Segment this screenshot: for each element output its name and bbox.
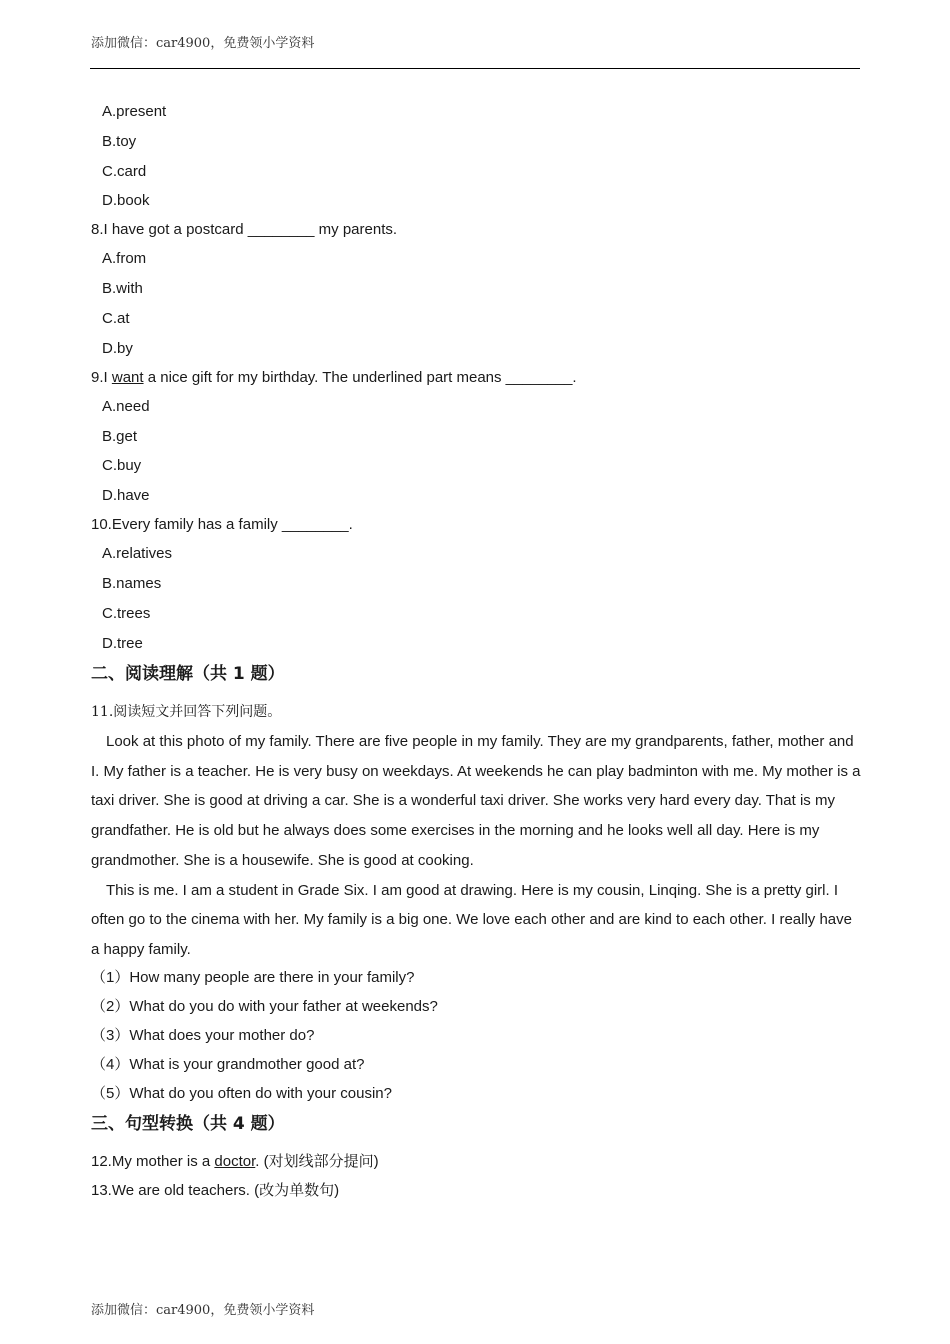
q11-question-1: （1）How many people are there in your family? <box>91 969 415 986</box>
q12-stem <box>91 1152 379 1172</box>
q7-option-d: D.book <box>102 192 150 209</box>
q10-stem: 10.Every family has a family ________. <box>91 516 353 533</box>
q9-option-c: C.buy <box>102 457 142 474</box>
q12-underlined-word: doctor <box>214 1153 256 1170</box>
q12-suffix: . (对划线部分提问) <box>255 1153 379 1170</box>
q9-stem <box>91 368 577 388</box>
q10-option-c: C.trees <box>102 605 151 622</box>
passage-paragraph-1: Look at this photo of my family. There are five people in my family. They are my grandparents, father, mother and I. My father is a teacher. He is very busy on weekdays. At weekends he can play badminton with me. My mother is a taxi driver. She is good at driving a car. She is a wonderful taxi driver. She works very hard every day. That is my grandfather. He is old but he always does some exercises in the morning and he looks well all day. Here is my grandmother. She is a housewife. She is good at cooking. <box>91 733 861 869</box>
header-divider <box>90 68 860 69</box>
q9-option-d: D.have <box>102 487 150 504</box>
q13-stem: 13.We are old teachers. (改为单数句) <box>91 1182 340 1199</box>
q9-suffix: a nice gift for my birthday. The underlined part means ________. <box>143 369 577 386</box>
q8-option-c: C.at <box>102 310 130 327</box>
passage-paragraph-2: This is me. I am a student in Grade Six. I am good at drawing. Here is my cousin, Linqing. She is a pretty girl. I often go to the cinema with her. My family is a big one. We love each other and are kind to each other. I really have a happy family. <box>91 881 852 958</box>
reading-passage <box>91 727 861 965</box>
q7-option-b: B.toy <box>102 133 137 150</box>
q11-question-4: （4）What is your grandmother good at? <box>91 1056 365 1073</box>
q9-option-b: B.get <box>102 428 138 445</box>
q11-intro: 11.阅读短文并回答下列问题。 <box>91 704 282 720</box>
q9-option-a: A.need <box>102 398 150 415</box>
q8-stem: 8.I have got a postcard ________ my parents. <box>91 221 398 238</box>
q11-question-3: （3）What does your mother do? <box>91 1027 315 1044</box>
q9-prefix: 9.I <box>91 369 112 386</box>
section3-heading: 三、句型转换（共 4 题） <box>91 1114 285 1134</box>
q8-option-a: A.from <box>102 250 147 267</box>
q11-question-2: （2）What do you do with your father at weekends? <box>91 998 438 1015</box>
page-footer: 添加微信：car4900，免费领小学资料 <box>91 1303 315 1318</box>
q12-prefix: 12.My mother is a <box>91 1153 215 1170</box>
q10-option-b: B.names <box>102 575 162 592</box>
q7-option-c: C.card <box>102 163 147 180</box>
q11-question-5: （5）What do you often do with your cousin? <box>91 1085 392 1102</box>
q8-option-d: D.by <box>102 340 133 357</box>
q10-option-a: A.relatives <box>102 545 173 562</box>
page-header: 添加微信：car4900，免费领小学资料 <box>91 36 315 51</box>
q7-option-a: A.present <box>102 103 167 120</box>
q9-underlined-word: want <box>111 369 144 386</box>
q8-option-b: B.with <box>102 280 143 297</box>
q10-option-d: D.tree <box>102 635 143 652</box>
section2-heading: 二、阅读理解（共 1 题） <box>91 664 285 684</box>
